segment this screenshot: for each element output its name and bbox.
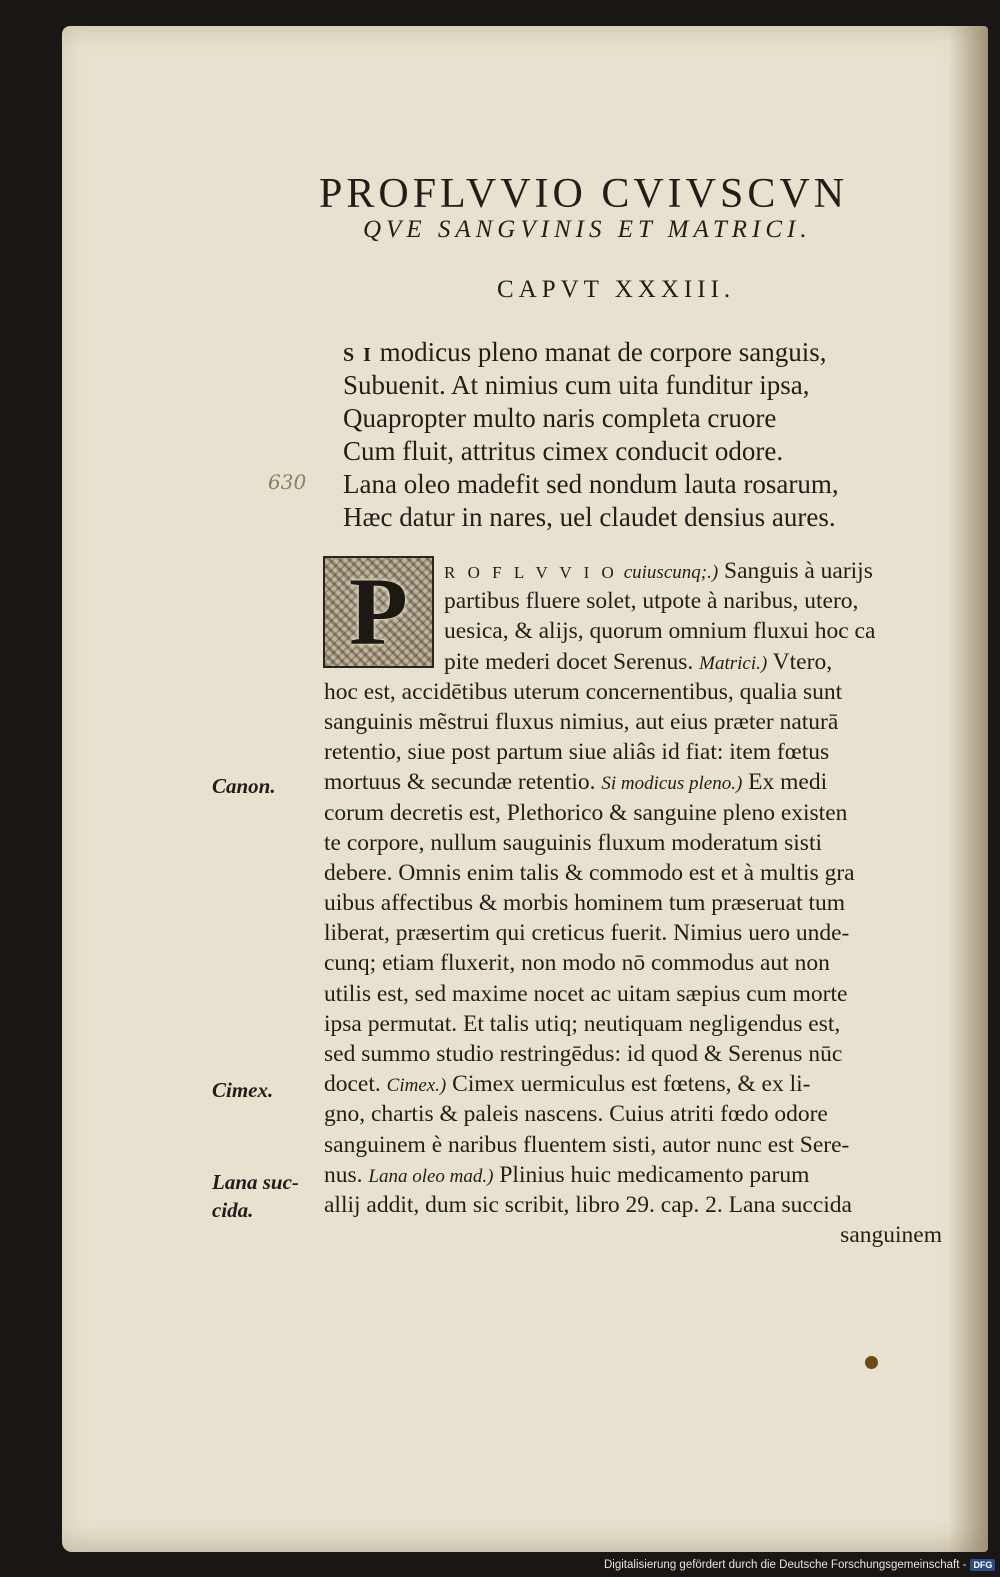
commentary-fragment: Plinius huic medicamento parum (493, 1161, 810, 1188)
handwritten-line-number: 630 (268, 470, 307, 494)
commentary-line: ipsa permutat. Et talis utiq; neutiquam negligendus est, (324, 1010, 841, 1037)
commentary-line (324, 1160, 954, 1190)
catchword: sanguinem (840, 1222, 942, 1249)
commentary-line: sed summo studio restringēdus: id quod & Serenus nūc (324, 1041, 843, 1067)
lemma-italic: cuiuscunq;.) (623, 562, 719, 583)
ink-spot (865, 1356, 878, 1369)
chapter-number: CAPVT XXXIII. (497, 276, 736, 303)
verse-line: Subuenit. At nimius cum uita funditur ipsa, (343, 370, 810, 400)
verse-line (343, 336, 943, 369)
commentary-fragment: Vtero, (767, 648, 833, 675)
commentary-line (324, 1069, 954, 1099)
commentary-line: uibus affectibus & morbis hominem tum præseruat tum (324, 890, 846, 917)
marginal-note-cimex: Cimex. (212, 1078, 274, 1102)
lemma-italic: Lana oleo mad.) (368, 1165, 494, 1187)
verse-line: Lana oleo madefit sed nondum lauta rosarum, (343, 469, 839, 499)
commentary-line: utilis est, sed maxime nocet ac uitam sæpius cum morte (324, 980, 848, 1007)
commentary-line (324, 556, 954, 586)
marginal-note-lana-2: cida. (212, 1198, 254, 1222)
chapter-title-line-1: PROFLVVIO CVIVSCVN (319, 171, 849, 217)
commentary-fragment: docet. (324, 1071, 381, 1098)
commentary-line: partibus fluere solet, utpote à naribus, utero, (444, 588, 859, 615)
marginal-note-canon: Canon. (212, 774, 276, 798)
commentary-line: gno, chartis & paleis nascens. Cuius atriti fœdo odore (324, 1101, 828, 1128)
verse-line: Hæc datur in nares, uel claudet densius aures. (343, 502, 836, 532)
dfg-logo: DFG (970, 1559, 995, 1571)
chapter-title-line-2: QVE SANGVINIS ET MATRICI. (363, 216, 812, 243)
initial-letter: P (349, 558, 408, 665)
commentary-fragment: nus. (324, 1161, 363, 1188)
commentary-fragment: Sanguis à uarijs (718, 558, 873, 584)
lemma-italic: Si modicus pleno.) (601, 773, 743, 795)
commentary-line: cunq; etiam fluxerit, non modo nō commodus aut non (324, 950, 830, 977)
commentary-line: allij addit, dum sic scribit, libro 29. cap. 2. Lana succida (324, 1191, 852, 1218)
commentary-line: sanguinem è naribus fluentem sisti, autor nunc est Sere- (324, 1131, 850, 1158)
verse-initials: S I (343, 344, 373, 366)
lemma-italic: Matrici.) (699, 652, 768, 674)
commentary-line: liberat, præsertim qui creticus fuerit. Nimius uero unde- (324, 920, 850, 947)
commentary-line: retentio, siue post partum siue aliâs id fiat: item fœtus (324, 739, 830, 766)
commentary-line: corum decretis est, Plethorico & sanguine pleno existen (324, 799, 848, 826)
commentary-text (324, 556, 954, 1250)
footer-credit (604, 1556, 994, 1574)
commentary-fragment: pite mederi docet Serenus. (444, 648, 694, 675)
commentary-line: hoc est, accidētibus uterum concernentibus, qualia sunt (324, 678, 843, 705)
lemma-italic: Cimex.) (386, 1075, 447, 1097)
page-gutter-shadow (948, 26, 988, 1552)
commentary-fragment: Ex medi (742, 769, 828, 796)
verse-line: Cum fluit, attritus cimex conducit odore. (343, 436, 784, 466)
commentary-line (324, 647, 954, 677)
commentary-line: uesica, & alijs, quorum omnium fluxui hoc ca (444, 618, 876, 645)
lemma: R O F L V V I O (444, 563, 618, 582)
commentary-fragment: Cimex uermiculus est fœtens, & ex li- (446, 1071, 811, 1098)
commentary-line: sanguinis mẽstrui fluxus nimius, aut eius præter naturā (324, 708, 839, 735)
verse-text: modicus pleno manat de corpore sanguis, (372, 337, 827, 367)
commentary-fragment: mortuus & secundæ retentio. (324, 769, 596, 796)
footer-text: Digitalisierung gefördert durch die Deutsche Forschungsgemeinschaft - (604, 1559, 967, 1571)
verse-line: Quapropter multo naris completa cruore (343, 403, 777, 433)
marginal-note-lana-1: Lana suc- (212, 1170, 299, 1194)
commentary-line (324, 767, 954, 797)
commentary-line: debere. Omnis enim talis & commodo est et à multis gra (324, 859, 855, 886)
verse-block (343, 336, 943, 534)
commentary-line: te corpore, nullum sauguinis fluxum moderatum sisti (324, 829, 822, 856)
